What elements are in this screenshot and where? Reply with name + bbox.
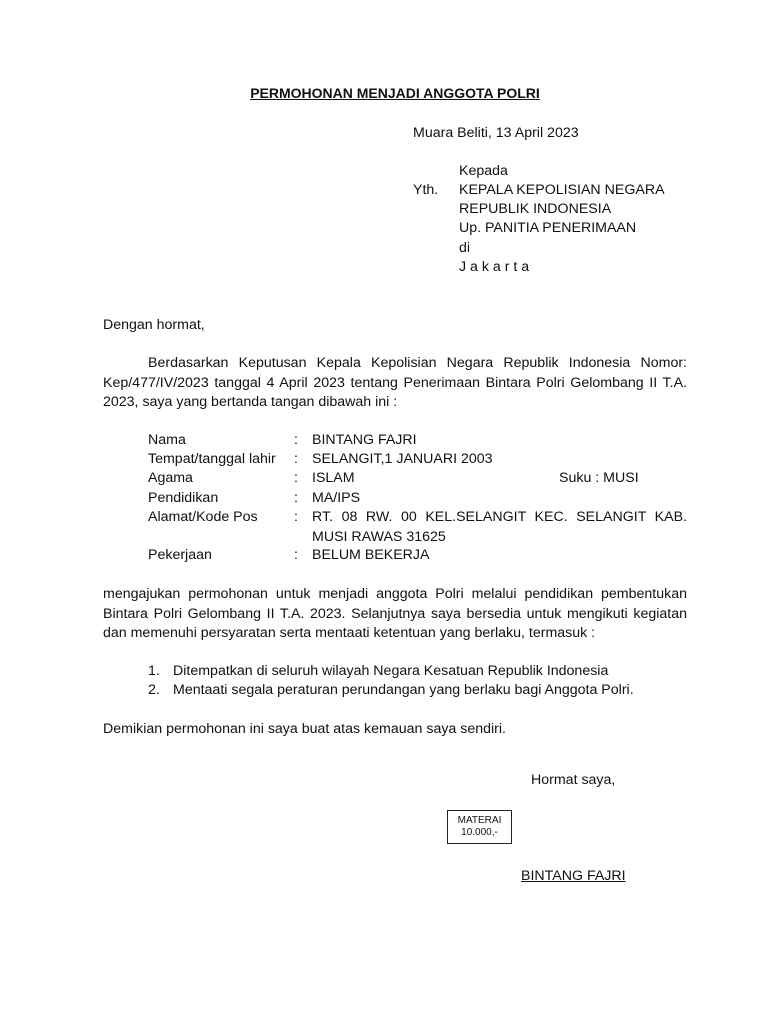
identity-label: Pekerjaan (148, 547, 212, 563)
recipient-kepada: Kepada (459, 163, 508, 179)
regards: Hormat saya, (531, 772, 616, 788)
identity-row-alamat (148, 508, 687, 547)
materai-stamp (447, 810, 512, 844)
identity-value: ISLAM (312, 470, 355, 486)
identity-colon: : (294, 490, 298, 506)
identity-colon: : (294, 451, 298, 467)
identity-value: SELANGIT,1 JANUARI 2003 (312, 451, 493, 467)
list-number: 1. (148, 663, 160, 679)
closing-sentence: Demikian permohonan ini saya buat atas kemauan saya sendiri. (103, 721, 506, 737)
letter-title: PERMOHONAN MENJADI ANGGOTA POLRI (250, 85, 540, 101)
identity-row-nama (148, 431, 687, 451)
identity-label: Nama (148, 432, 186, 448)
identity-row-pendidikan (148, 489, 687, 509)
identity-colon: : (294, 547, 298, 563)
recipient-line: Up. PANITIA PENERIMAAN (459, 220, 637, 236)
identity-row-agama (148, 469, 687, 489)
recipient-line: REPUBLIK INDONESIA (459, 201, 612, 217)
body-paragraph: mengajukan permohonan untuk menjadi anggota Polri melalui pendidikan pembentukan Bintara Polri Gelombang II T.A. 2023. Selanjutnya saya bersedia untuk mengikuti kegiatan dan memenuhi persyaratan serta mentaati ketentuan yang berlaku, termasuk : (103, 586, 687, 641)
identity-colon: : (294, 470, 298, 486)
identity-value: BELUM BEKERJA (312, 547, 430, 563)
list-number: 2. (148, 682, 160, 698)
identity-value: MA/IPS (312, 490, 361, 506)
identity-colon: : (294, 432, 298, 448)
identity-row-pekerjaan (148, 546, 687, 566)
recipient-line: KEPALA KEPOLISIAN NEGARA (459, 182, 665, 198)
identity-row-ttl (148, 450, 687, 470)
recipient-yth: Yth. (413, 182, 439, 198)
stamp-value: 10.000,- (461, 827, 498, 838)
place-date: Muara Beliti, 13 April 2023 (413, 125, 579, 141)
list-text: Ditempatkan di seluruh wilayah Negara Kesatuan Republik Indonesia (173, 663, 609, 679)
identity-label: Agama (148, 470, 193, 486)
recipient-line: di (459, 240, 471, 256)
list-text: Mentaati segala peraturan perundangan yang berlaku bagi Anggota Polri. (173, 682, 634, 698)
signer-name: BINTANG FAJRI (521, 868, 626, 884)
identity-label: Tempat/tanggal lahir (148, 451, 276, 467)
identity-value: RT. 08 RW. 00 KEL.SELANGIT KEC. SELANGIT KAB. MUSI RAWAS 31625 (312, 509, 687, 545)
recipient-line: J a k a r t a (459, 259, 530, 275)
identity-suku: Suku : MUSI (559, 470, 639, 486)
identity-value: BINTANG FAJRI (312, 432, 417, 448)
identity-label: Alamat/Kode Pos (148, 509, 258, 525)
greeting: Dengan hormat, (103, 317, 205, 333)
intro-paragraph: Berdasarkan Keputusan Kepala Kepolisian Negara Republik Indonesia Nomor: Kep/477/IV/2023 tanggal 4 April 2023 tentang Penerimaan Bintara Polri Gelombang II T.A. 2023, saya yang bertanda tangan dibawah ini : (103, 355, 687, 410)
stamp-label: MATERAI (457, 815, 502, 826)
identity-label: Pendidikan (148, 490, 219, 506)
identity-colon: : (294, 509, 298, 525)
